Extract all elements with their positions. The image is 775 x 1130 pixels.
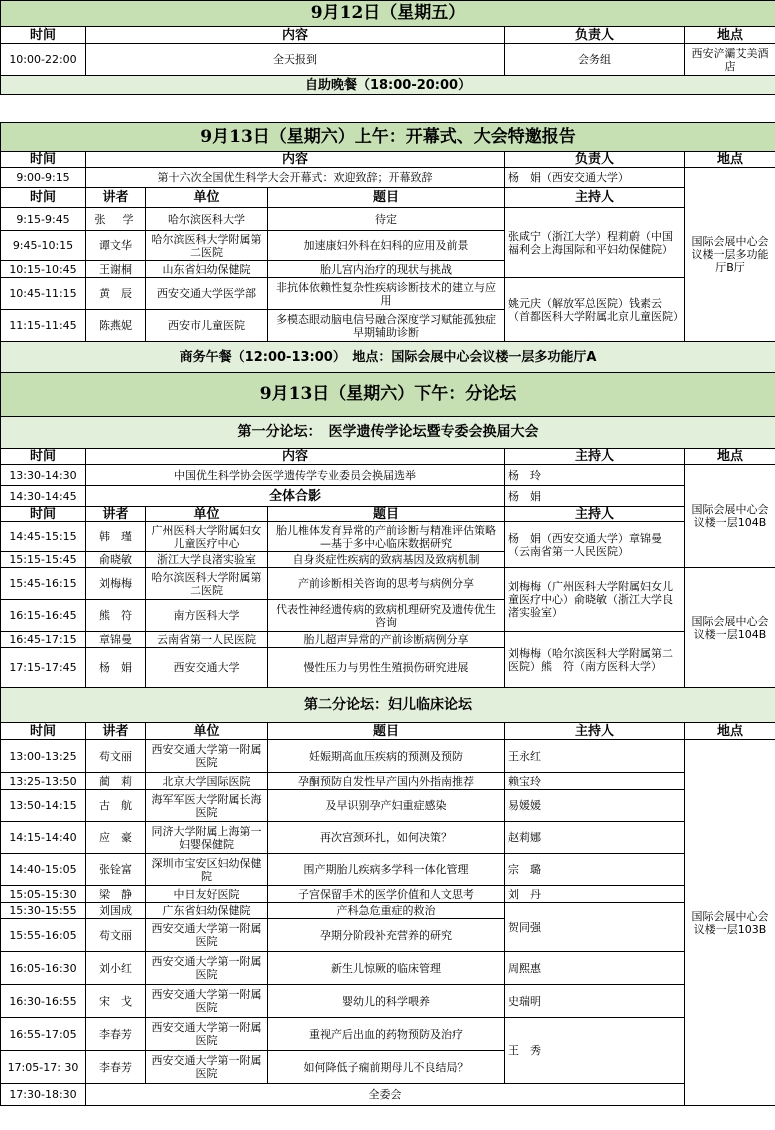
speaker-cell: 苟文丽 [86,740,146,773]
time-cell: 16:05-16:30 [1,952,86,985]
host-cell: 杨 娟（西安交通大学）章锦曼（云南省第一人民医院） [505,522,685,568]
time-cell: 16:45-17:15 [1,632,86,648]
topic-cell: 多模态眼动脑电信号融合深度学习赋能孤独症早期辅助诊断 [268,310,505,342]
unit-cell: 西安交通大学第一附属医院 [146,740,268,773]
speaker-cell: 黄 辰 [86,278,146,310]
topic-cell: 如何降低子痫前期母儿不良结局？ [268,1051,505,1084]
topic-cell: 重视产后出血的药物预防及治疗 [268,1018,505,1051]
time-cell: 16:30-16:55 [1,985,86,1018]
host-cell: 周熙惠 [505,952,685,985]
topic-cell: 新生儿惊厥的临床管理 [268,952,505,985]
header-time: 时间 [1,152,86,168]
time-cell: 10:15-10:45 [1,261,86,278]
dinner-banner: 自助晚餐（18:00-20:00） [1,76,775,95]
unit-cell: 西安交通大学第一附属医院 [146,1051,268,1084]
time-cell: 15:45-16:15 [1,568,86,600]
header-unit: 单位 [146,723,268,740]
time-cell: 10:00-22:00 [1,44,86,76]
place-cell: 国际会展中心会议楼一层104B [685,568,775,688]
topic-cell: 胎儿椎体发育异常的产前诊断与精准评估策略 —基于多中心临床数据研究 [268,522,505,552]
subheader-unit: 单位 [146,507,268,522]
header-place: 地点 [685,449,775,465]
unit-cell: 哈尔滨医科大学 [146,208,268,231]
forum1-title: 第一分论坛： 医学遗传学论坛暨专委会换届大会 [1,417,775,449]
speaker-cell: 陈燕妮 [86,310,146,342]
unit-cell: 广东省妇幼保健院 [146,903,268,919]
place-cell: 国际会展中心会议楼一层103B [685,740,775,1106]
header-place: 地点 [685,27,775,44]
topic-cell: 慢性压力与男性生殖损伤研究进展 [268,648,505,688]
subheader-host: 主持人 [505,507,685,522]
speaker-cell: 谭文华 [86,231,146,261]
topic-cell: 孕酮预防自发性早产国内外指南推荐 [268,773,505,790]
content-cell: 全体合影 [86,486,505,507]
topic-cell: 产科急危重症的救治 [268,903,505,919]
topic-cell: 子宫保留手术的医学价值和人文思考 [268,886,505,903]
time-cell: 16:55-17:05 [1,1018,86,1051]
host-cell: 刘梅梅（哈尔滨医科大学附属第二医院）熊 符（南方医科大学） [505,632,685,688]
unit-cell: 浙江大学良渚实验室 [146,552,268,568]
speaker-cell: 应 豪 [86,822,146,854]
subheader-time: 时间 [1,507,86,522]
host-cell: 刘 丹 [505,886,685,903]
lunch-banner: 商务午餐（12:00-13:00） 地点：国际会展中心会议楼一层多功能厅A [1,342,775,373]
speaker-cell: 古 航 [86,790,146,822]
header-content: 内容 [86,27,505,44]
time-cell: 17:15-17:45 [1,648,86,688]
header-person: 负责人 [505,27,685,44]
speaker-cell: 刘梅梅 [86,568,146,600]
time-cell: 15:15-15:45 [1,552,86,568]
unit-cell: 西安交通大学第一附属医院 [146,952,268,985]
topic-cell: 再次宫颈环扎，如何决策？ [268,822,505,854]
speaker-cell: 宋 戈 [86,985,146,1018]
unit-cell: 中日友好医院 [146,886,268,903]
unit-cell: 南方医科大学 [146,600,268,632]
topic-cell: 围产期胎儿疾病多学科一体化管理 [268,854,505,886]
host-cell: 赵莉娜 [505,822,685,854]
header-place: 地点 [685,152,775,168]
time-cell: 15:05-15:30 [1,886,86,903]
topic-cell: 胎儿宫内治疗的现状与挑战 [268,261,505,278]
speaker-cell: 杨 娟 [86,648,146,688]
header-place: 地点 [685,723,775,740]
host-cell: 易媛媛 [505,790,685,822]
time-cell: 14:15-14:40 [1,822,86,854]
time-cell: 13:30-14:30 [1,465,86,486]
header-time: 时间 [1,449,86,465]
time-cell: 11:15-11:45 [1,310,86,342]
unit-cell: 西安市儿童医院 [146,310,268,342]
speaker-cell: 刘小红 [86,952,146,985]
topic-cell: 自身炎症性疾病的致病基因及致病机制 [268,552,505,568]
forum2-title: 第二分论坛：妇儿临床论坛 [1,688,775,723]
time-cell: 9:45-10:15 [1,231,86,261]
host-cell: 杨 娟 [505,486,685,507]
unit-cell: 西安交通大学第一附属医院 [146,919,268,952]
content-cell: 全委会 [86,1084,685,1106]
topic-cell: 及早识别孕产妇重症感染 [268,790,505,822]
speaker-cell: 刘国成 [86,903,146,919]
time-cell: 15:55-16:05 [1,919,86,952]
speaker-cell: 蔺 莉 [86,773,146,790]
subheader-unit: 单位 [146,188,268,208]
host-cell: 王永红 [505,740,685,773]
topic-cell: 婴幼儿的科学喂养 [268,985,505,1018]
topic-cell: 待定 [268,208,505,231]
host-cell: 史瑞明 [505,985,685,1018]
speaker-cell: 梁 静 [86,886,146,903]
subheader-topic: 题目 [268,507,505,522]
header-time: 时间 [1,27,86,44]
subheader-host: 主持人 [505,188,685,208]
header-topic: 题目 [268,723,505,740]
time-cell: 17:05-17: 30 [1,1051,86,1084]
host-cell: 姚元庆（解放军总医院）钱素云（首都医科大学附属北京儿童医院） [505,278,685,342]
day2am-title: 9月13日（星期六）上午：开幕式、大会特邀报告 [1,123,775,152]
header-host: 主持人 [505,723,685,740]
speaker-cell: 俞晓敏 [86,552,146,568]
host-cell: 杨 玲 [505,465,685,486]
header-speaker: 讲者 [86,723,146,740]
speaker-cell: 李春芳 [86,1051,146,1084]
unit-cell: 深圳市宝安区妇幼保健院 [146,854,268,886]
time-cell: 15:30-15:55 [1,903,86,919]
header-time: 时间 [1,723,86,740]
content-cell: 第十六次全国优生科学大会开幕式：欢迎致辞；开幕致辞 [86,168,505,188]
topic-cell: 胎儿超声异常的产前诊断病例分享 [268,632,505,648]
time-cell: 13:00-13:25 [1,740,86,773]
subheader-speaker: 讲者 [86,188,146,208]
speaker-cell: 王谢桐 [86,261,146,278]
header-content: 内容 [86,449,505,465]
unit-cell: 北京大学国际医院 [146,773,268,790]
host-cell: 张咸宁（浙江大学）程莉蔚（中国福利会上海国际和平妇幼保健院） [505,208,685,278]
unit-cell: 云南省第一人民医院 [146,632,268,648]
unit-cell: 广州医科大学附属妇女儿童医疗中心 [146,522,268,552]
time-cell: 16:15-16:45 [1,600,86,632]
place-cell: 国际会展中心会议楼一层多功能厅B厅 [685,168,775,342]
unit-cell: 同济大学附属上海第一妇婴保健院 [146,822,268,854]
speaker-cell: 苟文丽 [86,919,146,952]
unit-cell: 海军军医大学附属长海医院 [146,790,268,822]
header-person: 负责人 [505,152,685,168]
host-cell: 王 秀 [505,1018,685,1084]
unit-cell: 西安交通大学医学部 [146,278,268,310]
time-cell: 10:45-11:15 [1,278,86,310]
person-cell: 杨 娟（西安交通大学） [505,168,685,188]
day1-title: 9月12日（星期五） [1,1,775,27]
unit-cell: 西安交通大学第一附属医院 [146,1018,268,1051]
content-cell: 全天报到 [86,44,505,76]
time-cell: 14:30-14:45 [1,486,86,507]
time-cell: 9:00-9:15 [1,168,86,188]
host-cell: 贺同强 [505,903,685,952]
content-cell: 中国优生科学协会医学遗传学专业委员会换届选举 [86,465,505,486]
speaker-cell: 张铨富 [86,854,146,886]
speaker-cell: 熊 符 [86,600,146,632]
day2pm-title: 9月13日（星期六）下午：分论坛 [1,373,775,417]
place-cell: 国际会展中心会议楼一层104B [685,465,775,568]
time-cell: 9:15-9:45 [1,208,86,231]
topic-cell: 产前诊断相关咨询的思考与病例分享 [268,568,505,600]
header-content: 内容 [86,152,505,168]
speaker-cell: 章锦曼 [86,632,146,648]
time-cell: 17:30-18:30 [1,1084,86,1106]
unit-cell: 哈尔滨医科大学附属第二医院 [146,231,268,261]
time-cell: 14:45-15:15 [1,522,86,552]
place-cell: 西安浐灞艾美酒店 [685,44,775,76]
topic-cell: 非抗体依赖性复杂性疾病诊断技术的建立与应用 [268,278,505,310]
unit-cell: 西安交通大学 [146,648,268,688]
topic-cell: 孕期分阶段补充营养的研究 [268,919,505,952]
time-cell: 13:50-14:15 [1,790,86,822]
header-host: 主持人 [505,449,685,465]
subheader-speaker: 讲者 [86,507,146,522]
speaker-cell: 张 学 [86,208,146,231]
subheader-time: 时间 [1,188,86,208]
host-cell: 宗 璐 [505,854,685,886]
host-cell: 赖宝玲 [505,773,685,790]
unit-cell: 西安交通大学第一附属医院 [146,985,268,1018]
topic-cell: 代表性神经遗传病的致病机理研究及遗传优生咨询 [268,600,505,632]
unit-cell: 哈尔滨医科大学附属第二医院 [146,568,268,600]
topic-cell: 加速康妇外科在妇科的应用及前景 [268,231,505,261]
person-cell: 会务组 [505,44,685,76]
speaker-cell: 李春芳 [86,1018,146,1051]
topic-cell: 妊娠期高血压疾病的预测及预防 [268,740,505,773]
speaker-cell: 韩 瑾 [86,522,146,552]
time-cell: 13:25-13:50 [1,773,86,790]
subheader-topic: 题目 [268,188,505,208]
unit-cell: 山东省妇幼保健院 [146,261,268,278]
time-cell: 14:40-15:05 [1,854,86,886]
host-cell: 刘梅梅（广州医科大学附属妇女儿童医疗中心）俞晓敏（浙江大学良渚实验室） [505,568,685,632]
